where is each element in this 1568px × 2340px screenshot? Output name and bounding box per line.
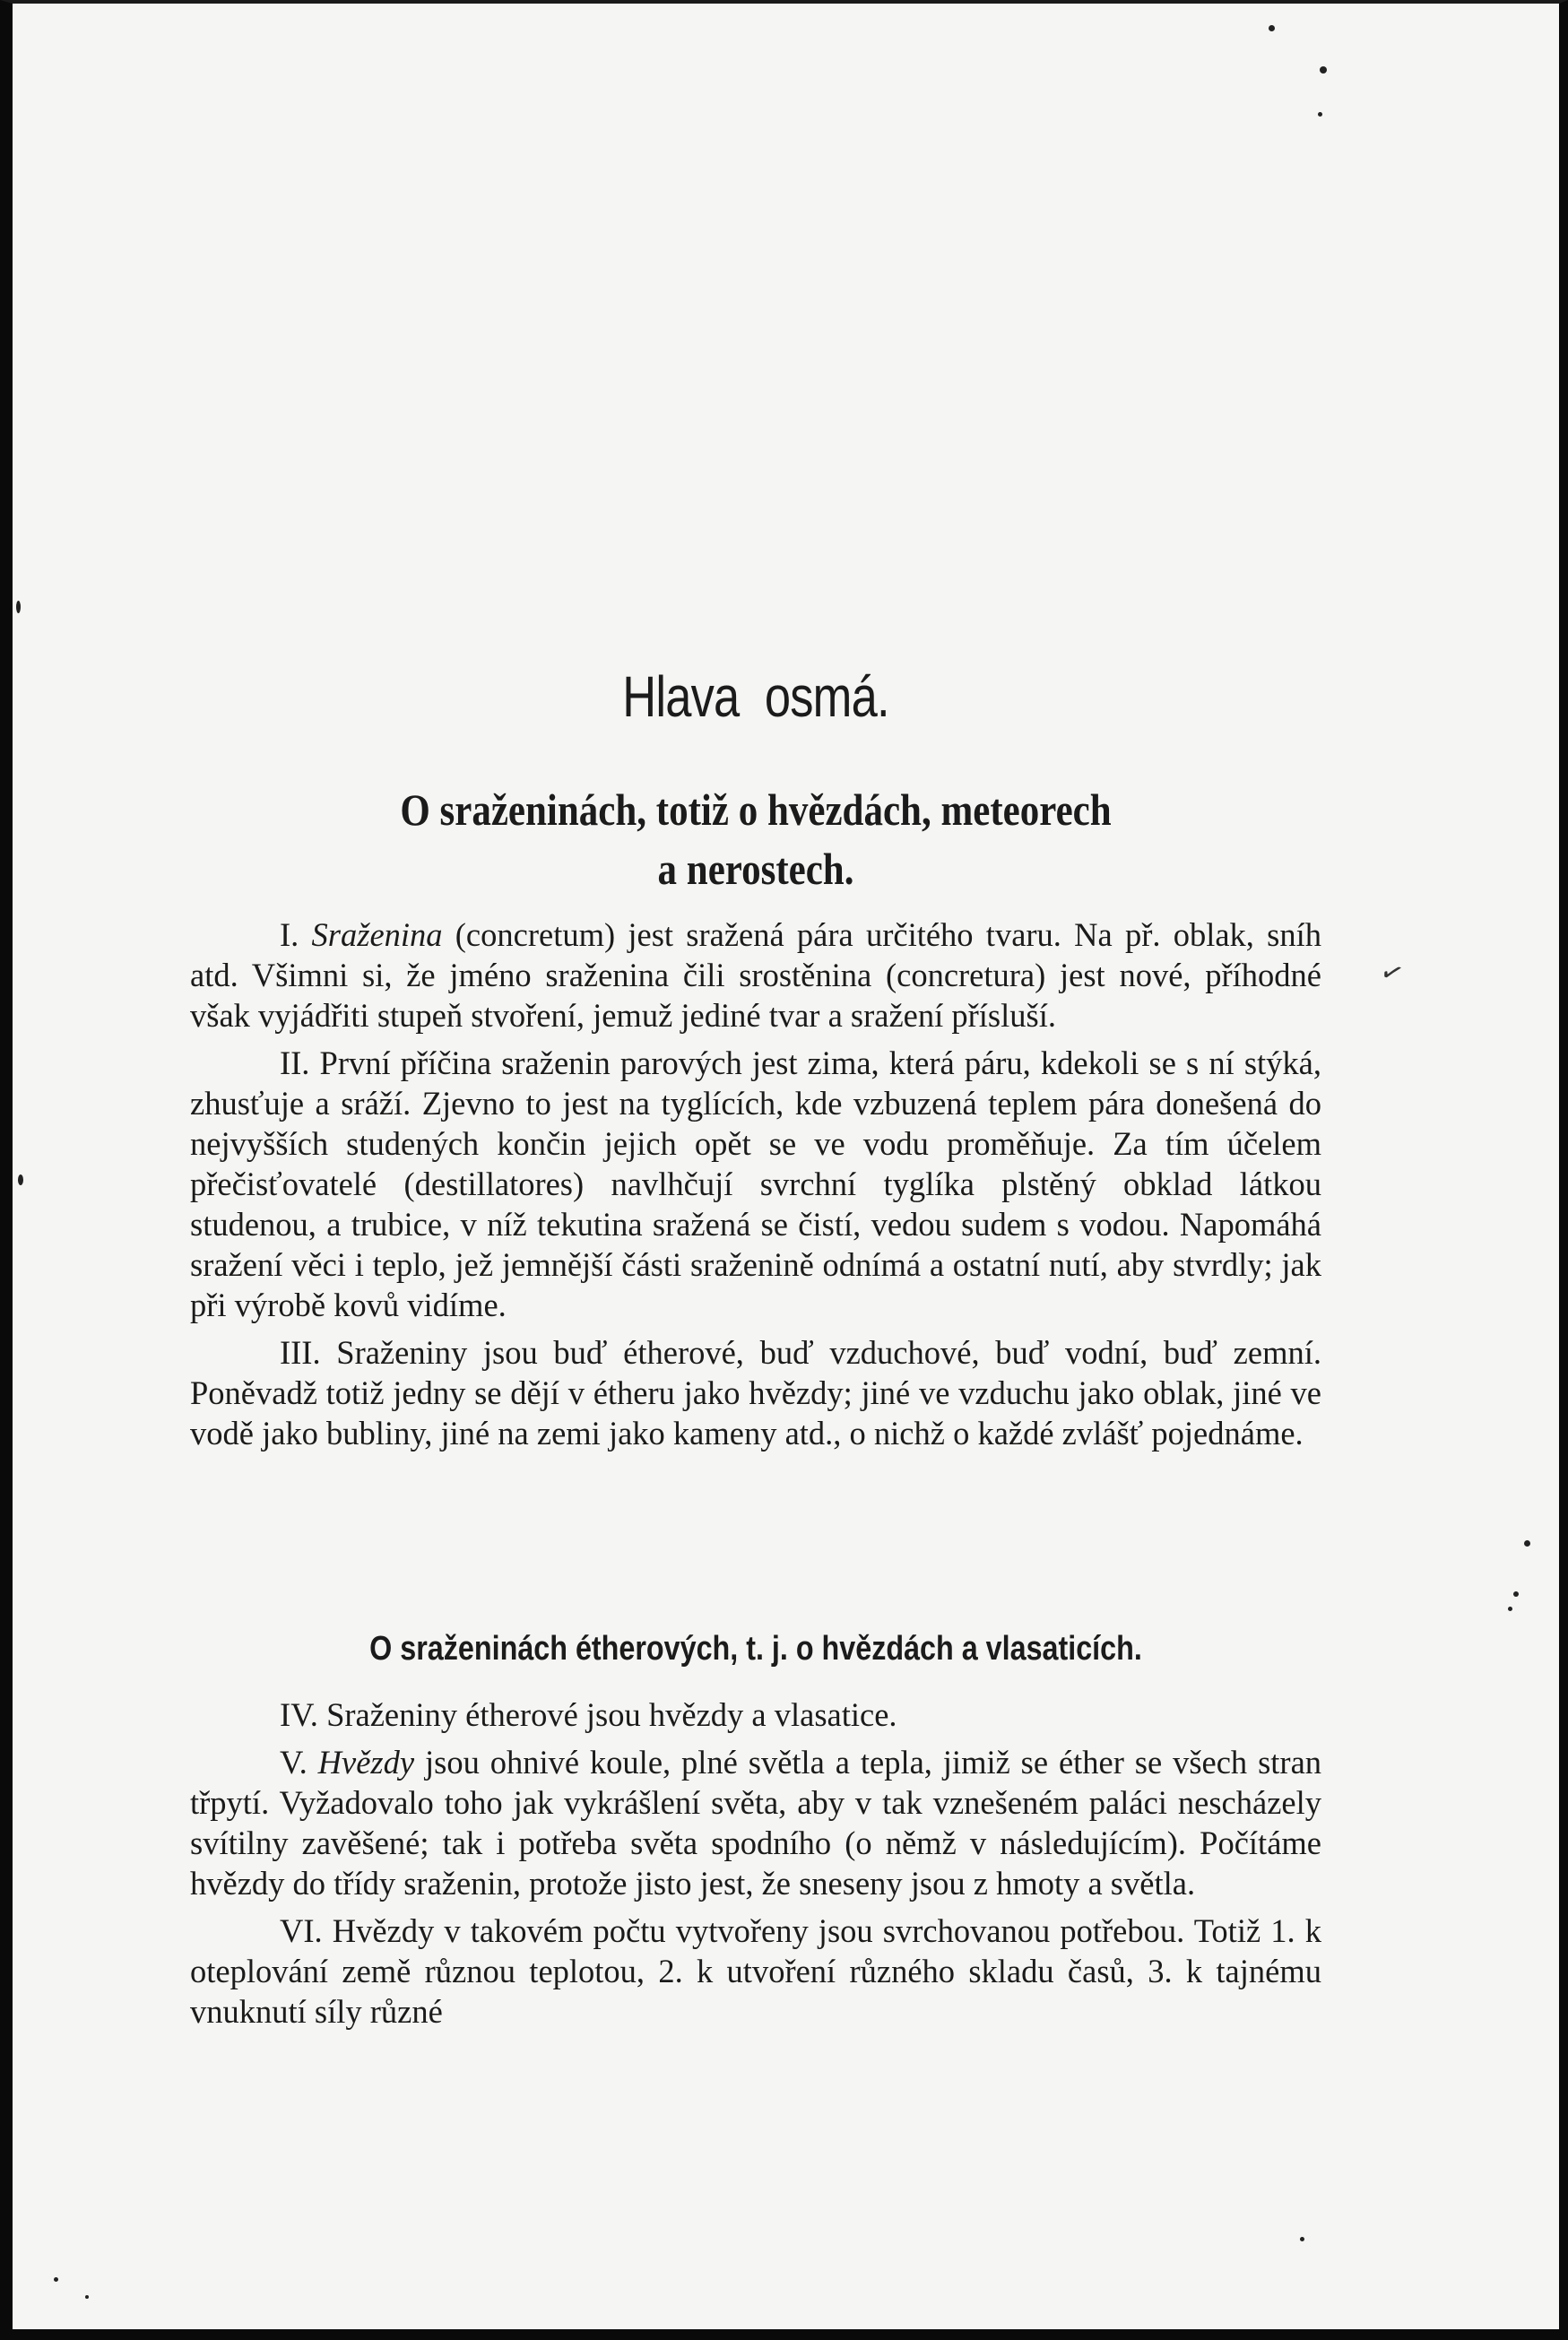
chapter-subtitle-line-2: a nerostech. <box>657 844 854 894</box>
paragraph-1 <box>190 914 1321 1036</box>
section-heading: O sraženinách étherových, t. j. o hvězdách a vlasaticích. <box>369 1630 1142 1668</box>
chapter-subtitle-line-1: O sraženinách, totiž o hvězdách, meteorech <box>400 784 1112 835</box>
scan-speck <box>1300 2237 1304 2241</box>
paragraph-3 <box>190 1332 1321 1453</box>
scan-speck <box>85 2295 89 2299</box>
chapter-subtitle <box>262 780 1251 898</box>
paragraph-5 <box>190 1742 1321 1903</box>
paragraph-number: V. <box>280 1744 308 1781</box>
scan-speck <box>1269 25 1275 31</box>
paragraph-number: VI. <box>280 1912 323 1949</box>
scan-speck <box>1524 1540 1530 1547</box>
scan-speck <box>1513 1591 1519 1597</box>
paragraph-2 <box>190 1043 1321 1325</box>
paragraph-number: IV. <box>280 1696 318 1733</box>
margin-check-mark: ✓ <box>1376 955 1408 992</box>
paragraph-term: Sraženina <box>311 916 443 953</box>
scan-speck <box>1318 112 1322 117</box>
paragraph-text: Sraženiny étherové jsou hvězdy a vlasatice. <box>326 1696 897 1733</box>
paragraph-number: II. <box>280 1044 310 1081</box>
scan-speck <box>16 601 21 613</box>
paragraph-text: jsou ohnivé koule, plné světla a tepla, jimiž se éther se všech stran třpytí. Vyžadovalo toho jak vykrášlení světa, aby v tak vznešeném paláci nescházely svítilny zavěšené; tak i potřeba světa spodního (o němž v následujícím). Počítáme hvězdy do třídy sraženin, protože jisto jest, že sneseny jsou z hmoty a světla. <box>190 1744 1322 1902</box>
paragraph-number: I. <box>280 916 299 953</box>
paragraph-4 <box>190 1694 1321 1735</box>
body-part-2 <box>190 1694 1321 2039</box>
chapter-title: Hlava osmá. <box>622 664 889 729</box>
body-part-1 <box>190 914 1321 1460</box>
paragraph-number: III. <box>280 1334 321 1371</box>
scan-speck <box>54 2277 58 2282</box>
scan-speck <box>18 1174 23 1185</box>
paragraph-6 <box>190 1911 1321 2032</box>
scan-speck <box>1320 66 1327 74</box>
paragraph-term: Hvězdy <box>317 1744 415 1781</box>
paragraph-text: První příčina sraženin parových jest zima, která páru, kdekoli se s ní stýká, zhusťuje a sráží. Zjevno to jest na tyglících, kde vzbuzená teplem pára donešená do nejvyšších studených končin jejich opět se ve vodu proměňuje. Za tím účelem přečisťovatelé (destillatores) navlhčují svrchní tyglíka plstěný obklad látkou studenou, a trubice, v níž tekutina sražená se čistí, vedou sudem s vodou. Napomáhá sražení věci i teplo, jež jemnější části sraženině odnímá a ostatní nutí, aby stvrdly; jak při výrobě kovů vidíme. <box>190 1044 1321 1323</box>
scan-speck <box>1508 1607 1512 1611</box>
paragraph-text: Sraženiny jsou buď étherové, buď vzduchové, buď vodní, buď zemní. Poněvadž totiž jedny se dějí v étheru jako hvězdy; jiné ve vzduchu jako oblak, jiné ve vodě jako bubliny, jiné na zemi jako kameny atd., o nichž o každé zvlášť pojednáme. <box>190 1334 1321 1452</box>
paragraph-text: Hvězdy v takovém počtu vytvořeny jsou svrchovanou potřebou. Totiž 1. k oteplování země různou teplotou, 2. k utvoření různého skladu časů, 3. k tajnému vnuknutí síly různé <box>190 1912 1322 2030</box>
paragraph-text: (concretum) jest sražená pára určitého tvaru. Na př. oblak, sníh atd. Všimni si, že jméno sraženina čili srostěnina (concretura) jest nové, příhodné však vyjádřiti stupeň stvoření, jemuž jediné tvar a sražení přísluší. <box>190 916 1322 1034</box>
